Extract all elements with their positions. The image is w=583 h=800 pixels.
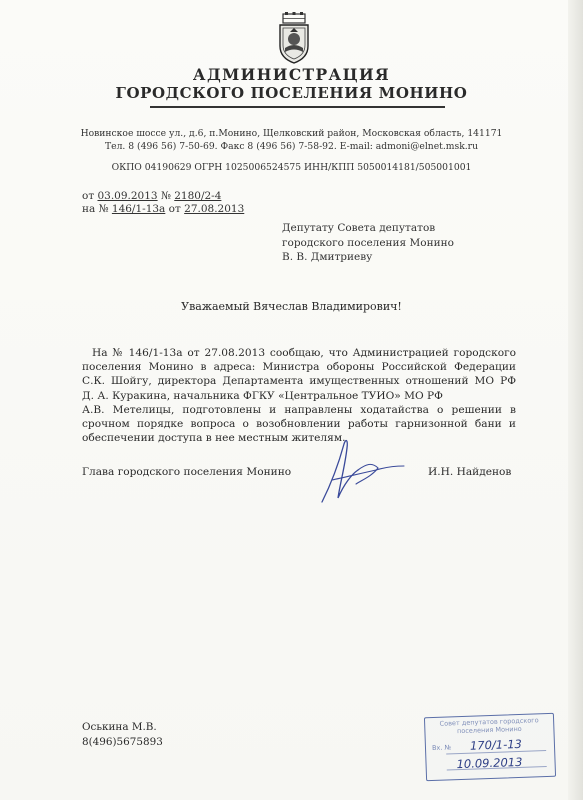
addressee-name: В. В. Дмитриеву [282,251,373,263]
incoming-date-prefix: от [168,203,181,215]
signatory-name: И.Н. Найденов [428,466,512,478]
incoming-line [82,203,244,216]
incoming-number: 146/1-13а [111,203,166,215]
addressee-block [282,221,454,265]
outgoing-date: 03.09.2013 [97,190,158,202]
incoming-date: 27.08.2013 [184,203,245,215]
in-reply-prefix: на № [82,203,109,215]
executor-name: Оськина М.В. [82,721,157,733]
body-line: На № 146/1-13а от 27.08.2013 сообщаю, что Администрацией городского [92,347,516,359]
address-line: Новинское шоссе ул., д.6, п.Монино, Щелковский район, Московская область, 141171 [80,128,503,139]
header-rule [150,106,445,108]
outgoing-reference [82,190,244,216]
registration-codes: ОКПО 04190629 ОГРН 1025006524575 ИНН/КПП 5050014181/505001001 [111,162,472,173]
contact-block [0,127,583,153]
stamp-header: Совет депутатов городского поселения Монино [439,716,539,735]
executor-block [82,720,163,750]
body-line: поселения Монино в адреса: Министра обороны Российской Федерации [82,361,516,374]
body-line: срочном порядке вопроса о возобновлении работы гарнизонной бани и [82,418,516,431]
registration-stamp [424,713,556,781]
from-prefix: от [82,190,95,202]
outgoing-number: 2180/2-4 [174,190,222,202]
body-line: С.К. Шойгу, директора Департамента имущественных отношений МО РФ [82,375,516,388]
body-line: Д. А. Куракина, начальника ФГКУ «Центральное ТУИО» МО РФ [82,389,443,402]
stamp-date: 10.09.2013 [456,754,523,772]
outgoing-line [82,190,244,203]
paper-edge [568,0,583,800]
handwritten-signature [300,436,410,506]
addressee-line-2: городского поселения Монино [282,236,454,249]
phone-line: Тел. 8 (496 56) 7-50-69. Факс 8 (496 56) 7-58-92. E-mail: admoni@elnet.msk.ru [105,141,478,152]
body-line: обеспечении доступа в нее местным жителям. [82,432,346,445]
body-line: А.В. Метелицы, подготовлены и направлены ходатайства о решении в [82,403,516,416]
coat-of-arms-icon [276,12,312,64]
executor-phone: 8(496)5675893 [82,736,163,748]
signatory-title: Глава городского поселения Монино [82,466,292,478]
stamp-in-label: Вх. № [431,743,452,753]
addressee-line-1: Депутату Совета депутатов [282,222,436,234]
salutation: Уважаемый Вячеслав Владимирович! [181,300,402,313]
header-line-2: ГОРОДСКОГО ПОСЕЛЕНИЯ МОНИНО [115,84,468,102]
header-line-1: АДМИНИСТРАЦИЯ [192,65,391,84]
number-sign: № [160,190,171,202]
organization-header [0,66,583,102]
letter-body [82,346,516,445]
stamp-incoming-number: 170/1-13 [469,736,523,753]
